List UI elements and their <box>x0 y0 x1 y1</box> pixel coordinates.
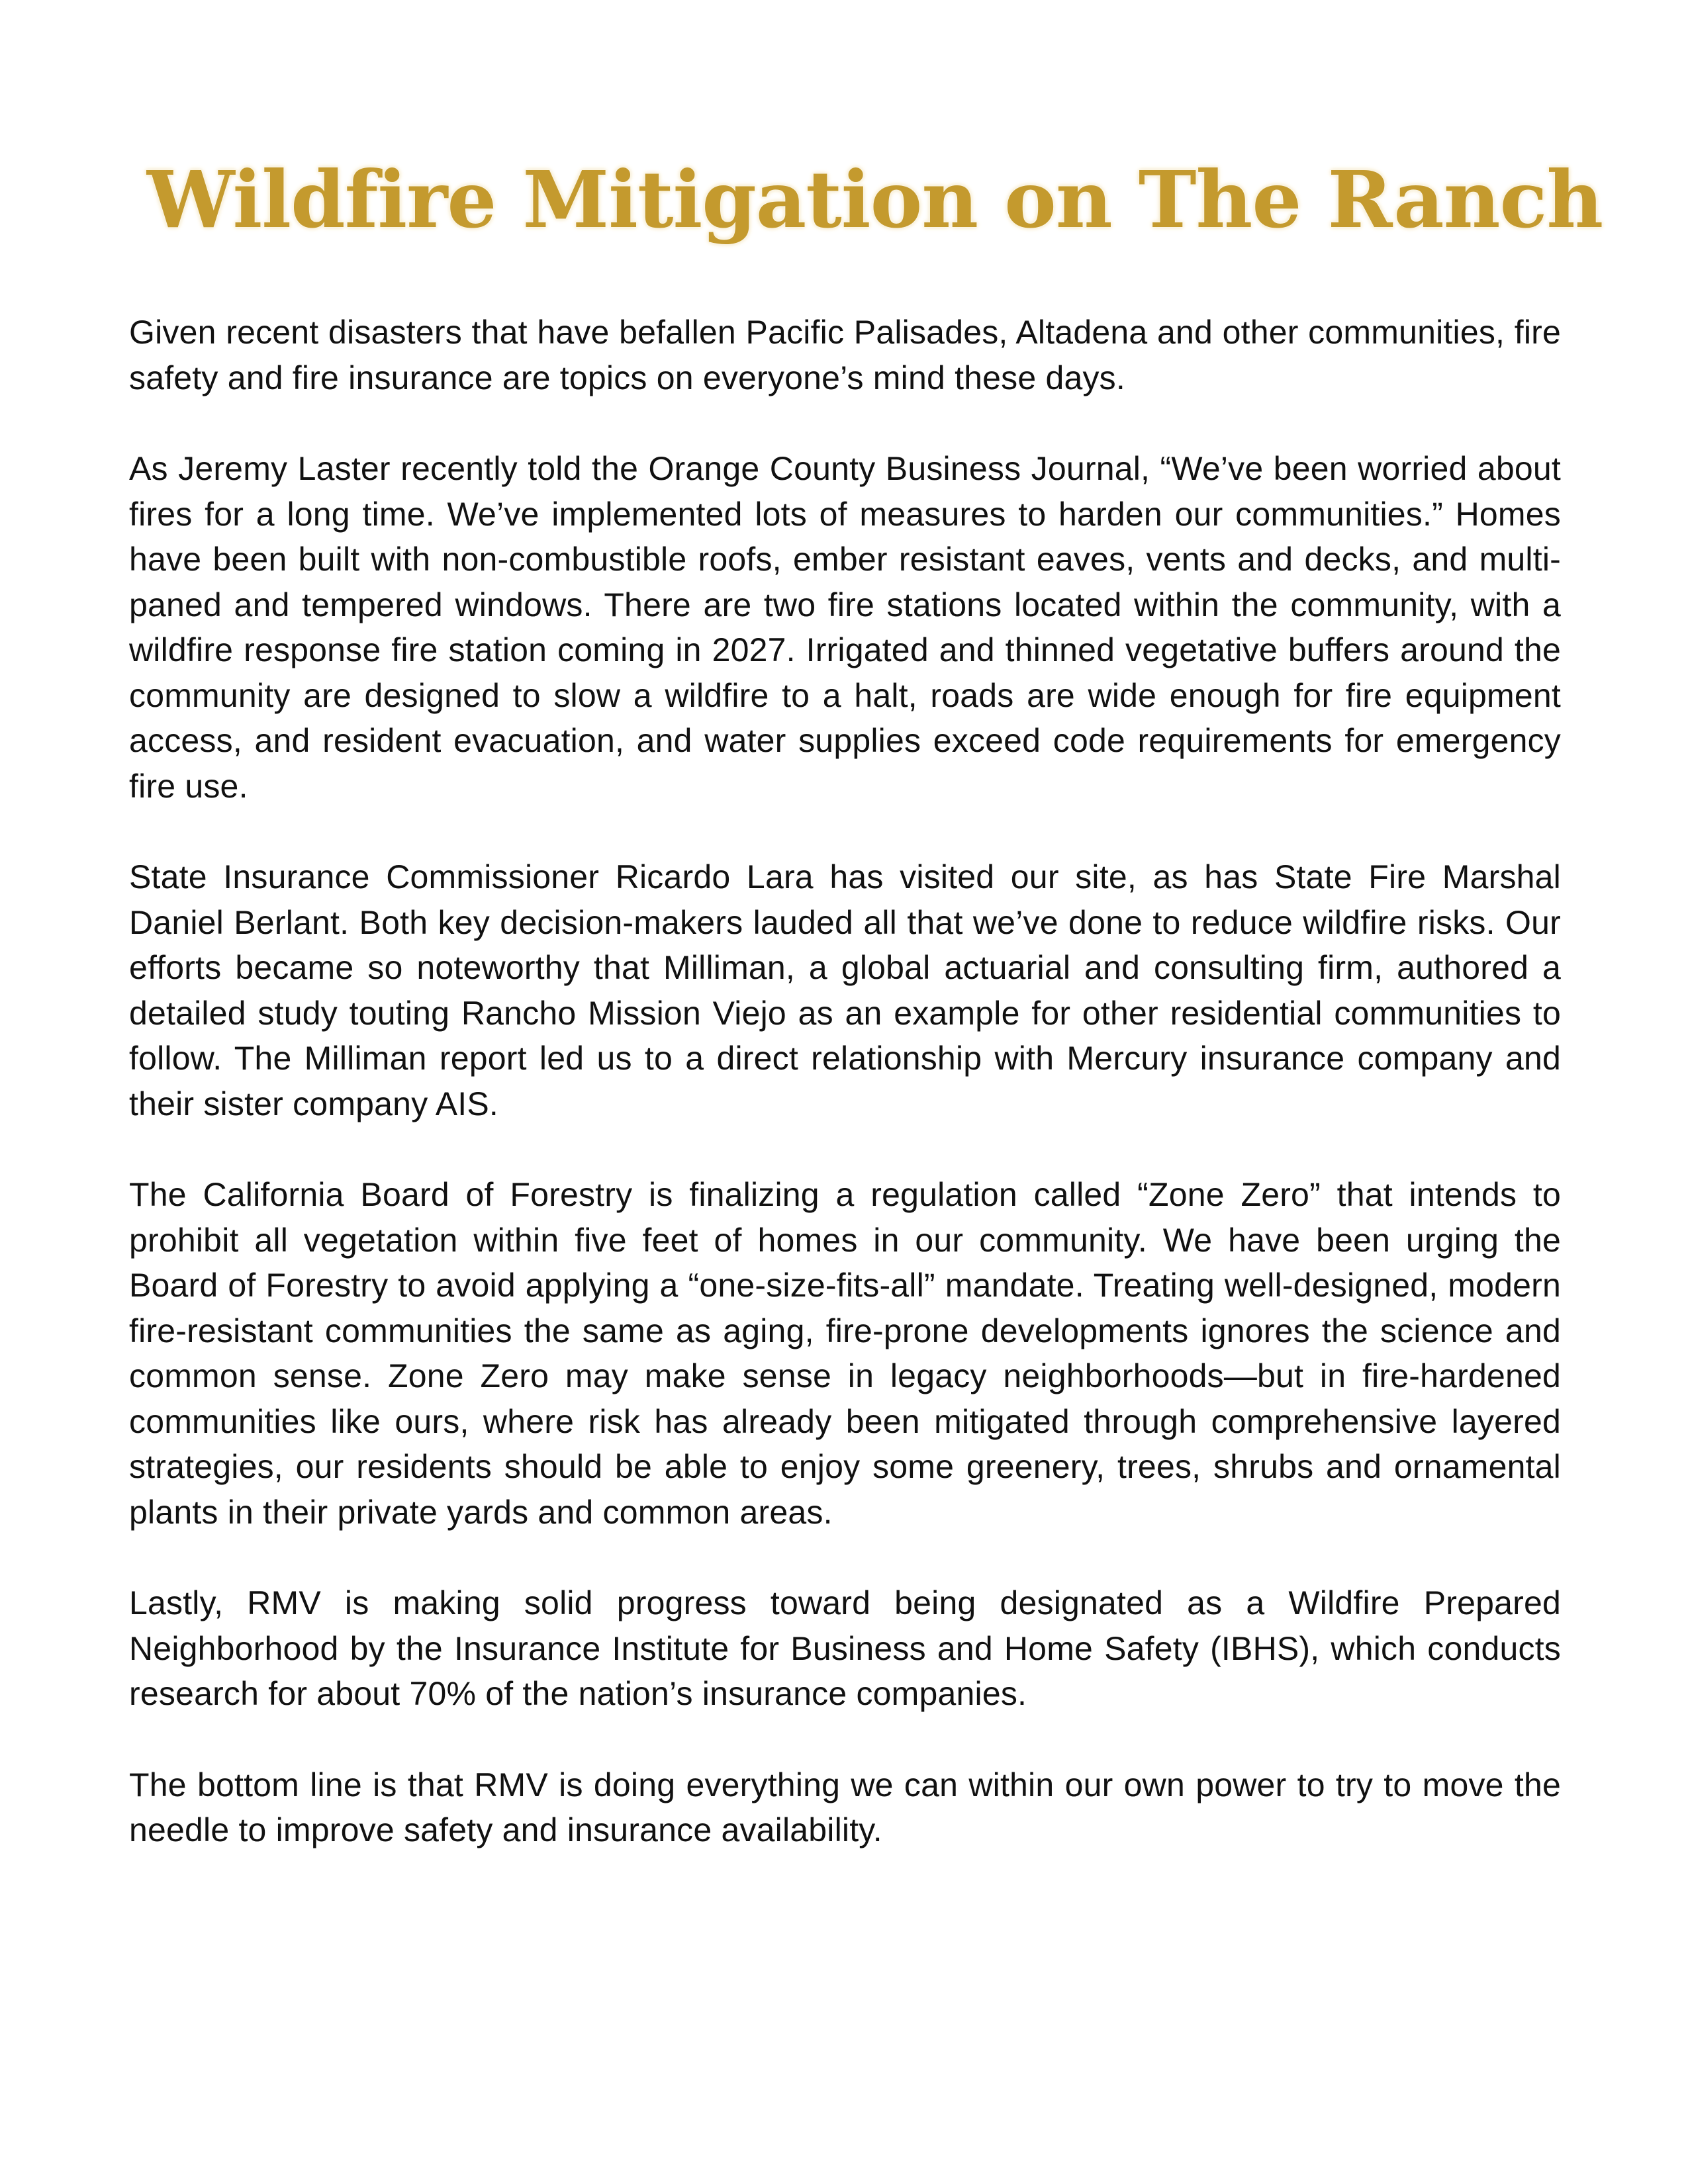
paragraph-state-officials: State Insurance Commissioner Ricardo Lara has visited our site, as has State Fire Marshal Daniel Berlant. Both key decision-makers lauded all that we’ve done to reduce wildfire risks. Our efforts became so noteworthy that Milliman, a global actuarial and consulting firm, authored a detailed study touting Rancho Mission Viejo as an example for other residential communities to follow. The Milliman report led us to a direct relationship with Mercury insurance company and their sister company AIS. <box>129 858 1561 1122</box>
paragraph-ibhs: Lastly, RMV is making solid progress toward being designated as a Wildfire Prepared Neighborhood by the Insurance Institute for Business and Home Safety (IBHS), which conducts research for about 70% of the nation’s insurance companies. <box>129 1584 1561 1712</box>
paragraph-bottom-line: The bottom line is that RMV is doing everything we can within our own power to try to move the needle to improve safety and insurance availability. <box>129 1766 1561 1848</box>
paragraph-zone-zero: The California Board of Forestry is finalizing a regulation called “Zone Zero” that intends to prohibit all vegetation within five feet of homes in our community. We have been urging the Board of Forestry to avoid applying a “one-size-fits-all” mandate. Treating well-designed, modern fire-resistant communities the same as aging, fire-prone developments ignores the science and common sense. Zone Zero may make sense in legacy neighborhoods—but in fire-hardened communities like ours, where risk has already been mitigated through comprehensive layered strategies, our residents should be able to enjoy some greenery, trees, shrubs and ornamental plants in their private yards and common areas. <box>129 1176 1561 1531</box>
article-body <box>129 310 1561 1899</box>
paragraph-fire-hardening: As Jeremy Laster recently told the Orange County Business Journal, “We’ve been worried about fires for a long time. We’ve implemented lots of measures to harden our communities.” Homes have been built with non-combustible roofs, ember resistant eaves, vents and decks, and multi-paned and tempered windows. There are two fire stations located within the community, with a wildfire response fire station coming in 2027. Irrigated and thinned vegetative buffers around the community are designed to slow a wildfire to a halt, roads are wide enough for fire equipment access, and resident evacuation, and water supplies exceed code requirements for emergency fire use. <box>129 450 1561 805</box>
paragraph-intro: Given recent disasters that have befallen Pacific Palisades, Altadena and other communities, fire safety and fire insurance are topics on everyone’s mind these days. <box>129 314 1561 396</box>
page-title: Wildfire Mitigation on The Ranch <box>147 154 1603 246</box>
